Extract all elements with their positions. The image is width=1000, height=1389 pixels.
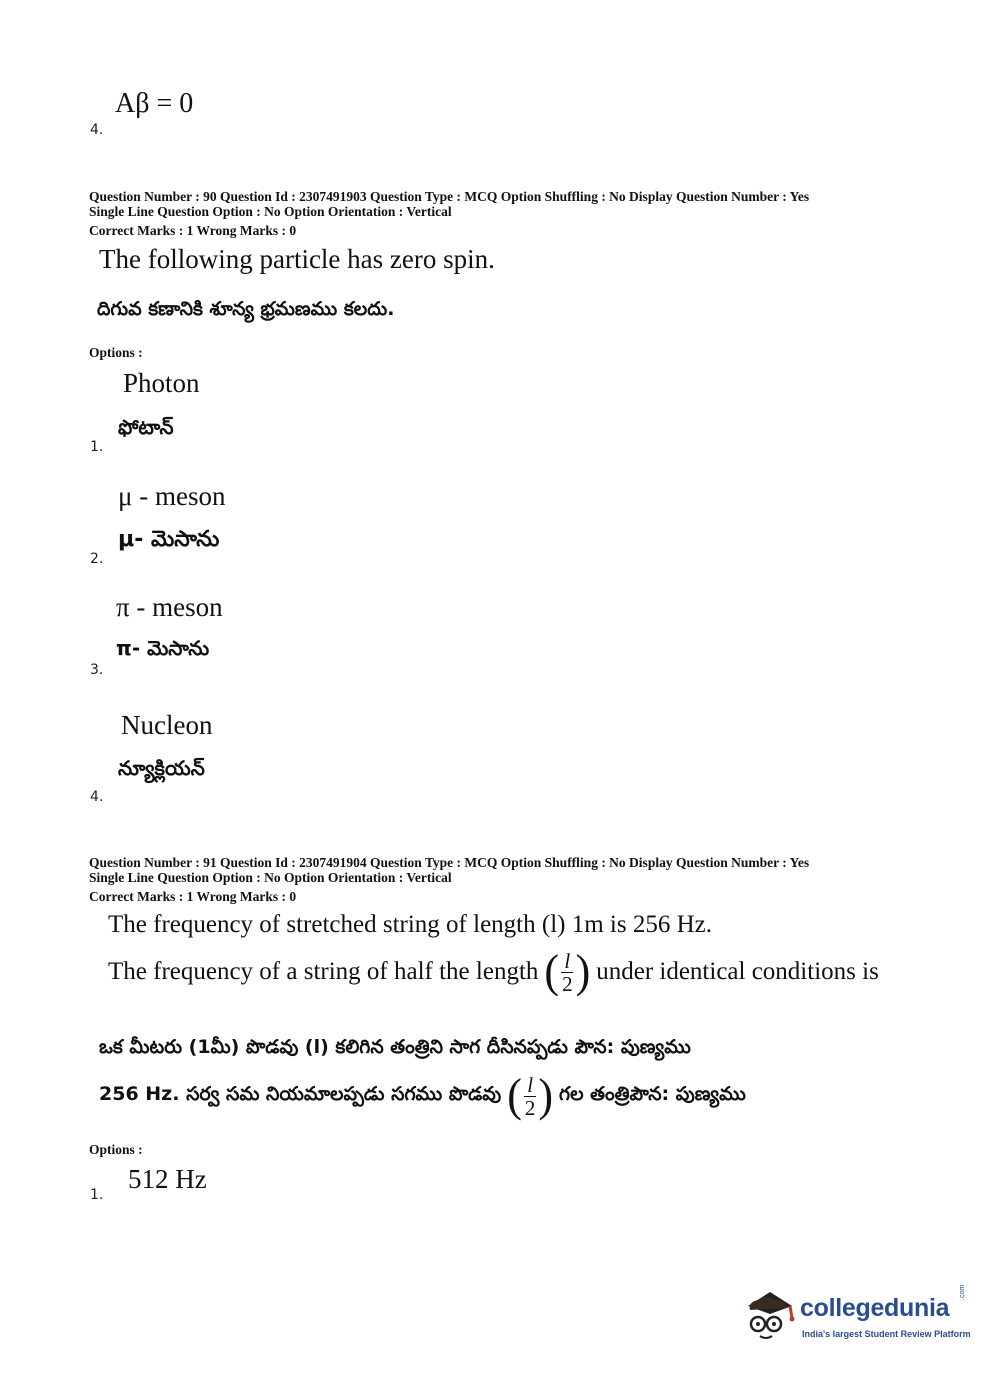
- q90-meta-line2: Single Line Question Option : No Option Orientation : Vertical: [89, 204, 452, 219]
- q90-option-3-te: π- మెసాను: [116, 636, 210, 660]
- te-fraction-denominator: 2: [524, 1095, 536, 1120]
- q90-option-4-en: Nucleon: [121, 710, 213, 740]
- q91-marks: Correct Marks : 1 Wrong Marks : 0: [89, 889, 297, 904]
- q90-options-label: Options :: [89, 345, 143, 360]
- q90-option-4-te: న్యూక్లియన్: [118, 756, 205, 780]
- logo-name: collegedunia: [800, 1294, 950, 1322]
- q90-question-te: దిగువ కణానికి శూన్య భ్రమణము కలదు.: [97, 298, 395, 320]
- logo-suffix: .com: [959, 1284, 966, 1300]
- half-length-fraction: ( $\frac{l}{2}$ ): [544, 945, 591, 998]
- q90-marks: Correct Marks : 1 Wrong Marks : 0: [89, 223, 297, 238]
- q90-option-2-number: 2.: [90, 551, 104, 567]
- q90-option-3-en: π - meson: [116, 592, 223, 622]
- q90-option-2-en: μ - meson: [118, 481, 226, 511]
- q90-option-2-te: μ- మెసాను: [118, 527, 220, 552]
- prev-option-text: Aβ = 0: [115, 88, 194, 119]
- q91-meta-line1: Question Number : 91 Question Id : 2307491904 Question Type : MCQ Option Shuffling : No Display Question Number : Yes: [89, 855, 810, 870]
- q91-question-en-line2-b: under identical conditions is: [596, 958, 879, 985]
- q91-question-te-line2-b: గల తంత్రిపౌన: పుణ్యము: [559, 1082, 746, 1105]
- q90-option-1-te: ఫోటాన్: [118, 415, 174, 439]
- q90-option-1-number: 1.: [90, 439, 104, 455]
- q90-question-en: The following particle has zero spin.: [99, 244, 495, 274]
- q91-question-te-line2-a: 256 Hz. సర్వ సమ నియమాలప్పడు సగము పొడవు: [99, 1082, 502, 1105]
- collegedunia-logo: [740, 1282, 970, 1352]
- fraction-numerator: l: [561, 950, 573, 973]
- q90-option-3-number: 3.: [90, 662, 104, 678]
- q91-question-en-line2: [108, 944, 879, 1000]
- q91-question-en-line1: The frequency of stretched string of length (l) 1m is 256 Hz.: [108, 911, 712, 938]
- q91-question-te-line1: ఒక మీటరు (1మీ) పొడవు (l) కలిగిన తంత్రిని సాగ దీసినప్పడు పౌన: పుణ్యము: [99, 1036, 691, 1058]
- mascot-icon: [740, 1284, 802, 1346]
- q91-question-en-line2-a: The frequency of a string of half the length: [108, 958, 539, 985]
- te-half-length-fraction: ( $\frac{l}{2}$ ): [507, 1069, 554, 1122]
- q90-option-1-en: Photon: [123, 368, 200, 398]
- q91-meta-line2: Single Line Question Option : No Option Orientation : Vertical: [89, 870, 452, 885]
- q91-question-te-line2: [99, 1068, 746, 1124]
- fraction-denominator: 2: [562, 971, 573, 996]
- q91-options-label: Options :: [89, 1142, 143, 1157]
- q91-option-1-number: 1.: [90, 1187, 104, 1203]
- q91-option-1-en: 512 Hz: [128, 1164, 207, 1194]
- prev-option-number: 4.: [90, 122, 104, 138]
- te-fraction-numerator: l: [524, 1074, 536, 1097]
- q90-meta-line1: Question Number : 90 Question Id : 2307491903 Question Type : MCQ Option Shuffling : No Display Question Number : Yes: [89, 189, 810, 204]
- logo-tagline: India's largest Student Review Platform: [802, 1329, 971, 1339]
- q90-option-4-number: 4.: [90, 789, 104, 805]
